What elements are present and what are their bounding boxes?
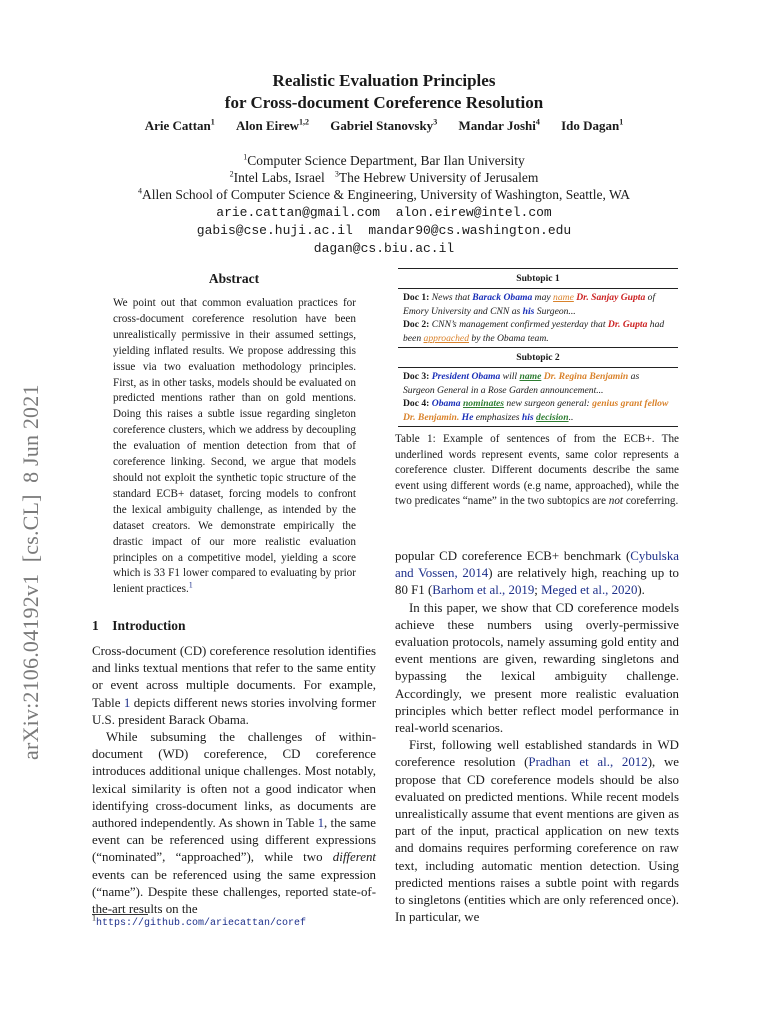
table-doc-1: Doc 1: News that Barack Obama may name Dr. Sanjay Gupta of Emory University and CNN as his Surgeon... Doc 2: CNN’s management confirmed yesterday that Dr. Gupta had been approached by the Obama team. [403, 292, 665, 344]
citation-link[interactable]: Barhom et al., 2019 [432, 583, 535, 598]
table-ref-link[interactable]: 1 [123, 695, 131, 710]
abstract-heading: Abstract [208, 271, 260, 286]
table-1 [398, 268, 678, 427]
footnote-url-link[interactable]: https://github.com/ariecattan/coref [96, 918, 307, 929]
citation-link[interactable]: Meged et al., 2020 [541, 583, 638, 598]
intro-paragraph-2: While subsuming the challenges of within-document (WD) coreference, CD coreference introduces additional unique challenges. Most notably, lexical similarity is often not a good indicator when identifying cross-document links, as documents are authored independently. As shown in Table 1, the same event can be referenced using different expressions (“nominated”, “approached”), while two different events can be referenced using the same expression (“name”). Despite these challenges, reported state-of-the-art results on the [92, 730, 377, 917]
title-line-2: for Cross-document Coreference Resolution [224, 93, 544, 112]
author: Ido Dagan$^1$ [561, 117, 624, 133]
author-list [0, 118, 768, 134]
email-line-2: gabis@cse.huji.ac.il mandar90@cs.washington.edu [196, 223, 572, 238]
arxiv-identifier: arXiv:2106.04192v1 [cs.CL] 8 Jun 2021 [18, 384, 43, 760]
table-1-caption: Table 1: Example of sentences of from the ECB+. The underlined words represent events, same color represents a coreference cluster. Different documents describe the same event using different words (e.g name, approached), while the two predicates “name” in the two subtopics are not coreferring. [395, 433, 679, 508]
footnote-rule [92, 914, 148, 915]
author: Mandar Joshi$^4$ [458, 117, 540, 133]
paper-title [0, 70, 768, 114]
email-line-1: arie.cattan@gmail.com alon.eirew@intel.com [216, 205, 552, 220]
table-ref-link[interactable]: 1 [317, 816, 325, 831]
affiliation-4: $^4$Allen School of Computer Science & Engineering, University of Washington, Seattle, WA [137, 186, 631, 202]
citation-link[interactable]: Cybulska and Vossen, 2014 [395, 549, 679, 581]
right-paragraph-1: popular CD coreference ECB+ benchmark (Cybulska and Vossen, 2014) are relatively high, reaching up to 80 F1 (Barhom et al., 2019; Meged et al., 2020). [395, 549, 679, 598]
affiliation-1: $^1$Computer Science Department, Bar Ilan University [243, 152, 525, 168]
affiliation-2-3: $^2$Intel Labs, Israel $^3$The Hebrew University of Jerusalem [229, 169, 539, 185]
abstract-body: We point out that common evaluation practices for cross-document coreference resolution have been unrealistically permissive in their assumed settings, yielding inflated results. We propose addressing this issue via two evaluation methodology principles. First, as in other tasks, models should be evaluated on predicted mentions rather than on gold mentions. Doing this raises a subtle issue regarding singleton coreference clusters, which we address by decoupling the evaluation of mention detection from that of coreference linking. Second, we argue that models should not exploit the synthetic topic structure of the standard ECB+ dataset, forcing models to confront the lexical ambiguity challenge, as intended by the dataset creators. We demonstrate empirically the drastic impact of our more realistic evaluation principles on a competitive model, yielding a score which is 33 F1 lower compared to evaluating by prior lenient practices.$^1$ [113, 297, 356, 596]
footnote-marker[interactable]: 1 [188, 580, 193, 590]
right-paragraph-2: In this paper, we show that CD coreference models achieve these numbers using overly-permissive evaluation protocols, namely assuming gold entity and event mentions are given, rewarding singletons and bypassing the lexical ambiguity challenge. Accordingly, we present more realistic evaluation principles which better reflect model performance in real-world scenarios. [395, 600, 679, 736]
author-emails [0, 204, 768, 258]
title-line-1: Realistic Evaluation Principles [272, 71, 496, 90]
intro-left-column [92, 643, 376, 918]
right-paragraph-3: First, following well established standards in WD coreference resolution (Pradhan et al., 2012), we propose that CD coreference models should be also evaluated on predicted mentions. While recent models unrealistically assume that event mentions are given as part of the input, practical application on new texts and domains requires performing coreference on raw text, including automatic mention detection. Using predicted mentions raises a subtle point with regards to singletons (entities which are only referenced once). In particular, we [395, 738, 679, 925]
subtopic-1-header: Subtopic 1 [516, 273, 560, 284]
citation-link[interactable]: Pradhan et al., 2012 [528, 755, 648, 770]
email-line-3: dagan@cs.biu.ac.il [313, 241, 455, 256]
footnote: $^1$https://github.com/ariecattan/coref [92, 913, 307, 929]
intro-paragraph-1: Cross-document (CD) coreference resolution identifies and links textual mentions that refer to the same entity or event across multiple documents. For example, Table 1 depicts different news stories involving former U.S. president Barack Obama. [92, 644, 376, 727]
author: Alon Eirew$^{1,2}$ [236, 117, 309, 133]
intro-right-column [395, 548, 679, 926]
author: Arie Cattan$^1$ [144, 117, 215, 133]
author: Gabriel Stanovsky$^3$ [330, 117, 438, 133]
table-doc-3-4: Doc 3: President Obama will name Dr. Regina Benjamin as Surgeon General in a Rose Garden announcement... Doc 4: Obama nominates new surgeon general: genius grant fellow Dr. Benjamin. He emphasizes his decision.. [403, 371, 669, 423]
subtopic-2-header: Subtopic 2 [516, 352, 560, 364]
section-heading: 1 Introduction [92, 618, 186, 633]
affiliations [0, 152, 768, 203]
